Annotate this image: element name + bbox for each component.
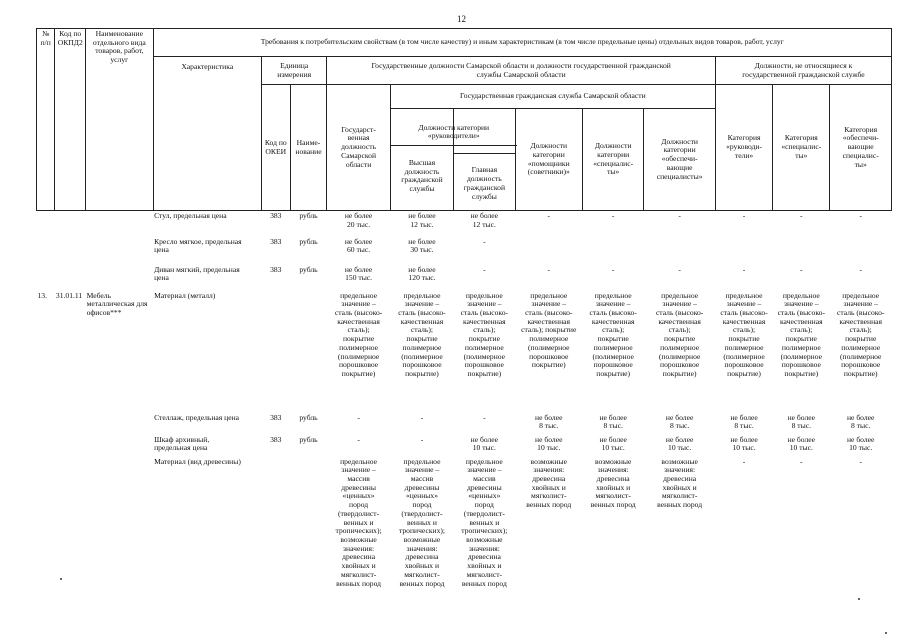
row-value: - — [420, 412, 424, 422]
row-unit: рубль — [299, 236, 318, 246]
row-okei-code: 383 — [270, 211, 282, 221]
row-value: не более 8 тыс. — [535, 412, 563, 431]
row-num — [37, 211, 55, 237]
header-unit: Единица измерения — [261, 57, 326, 85]
row-value: не более 8 тыс. — [599, 412, 627, 431]
header-supporting: Должности категории «обеспечи- вающие специалисты» — [644, 109, 716, 211]
row-value: - — [859, 264, 862, 274]
header-gov-position: Государст- венная должность Самарской области — [327, 85, 390, 211]
row-name — [86, 457, 153, 617]
row-value: предельное значение – сталь (высоко- качественная сталь); покрытие полимерное (полимерное порошковое покрытие) — [521, 290, 577, 370]
row-value: предельное значение – сталь (высоко- качественная сталь); покрытие полимерное (полимерное порошковое покрытие) — [460, 290, 509, 378]
row-value: - — [483, 236, 486, 246]
row-unit: рубль — [299, 412, 318, 422]
row-value: - — [420, 434, 424, 444]
row-characteristic: Стеллаж, предельная цена — [154, 412, 240, 422]
row-value: - — [357, 412, 360, 422]
row-value — [715, 237, 772, 265]
row-okpd — [55, 457, 86, 617]
table-body — [37, 211, 892, 617]
row-value: - — [611, 211, 615, 221]
row-characteristic: Материал (металл) — [154, 290, 216, 300]
table-row — [37, 291, 892, 413]
row-value: - — [483, 412, 486, 422]
header-name: Наименование отдельного вида товаров, работ, услуг — [86, 29, 153, 211]
header-managers: Должности категории «руководители» — [391, 118, 517, 146]
header-cat-specialists: Категория «специалис- ты» — [773, 85, 830, 211]
row-okei-code — [261, 291, 290, 413]
row-value: - — [483, 264, 486, 274]
row-value: не более 10 тыс. — [470, 434, 499, 453]
row-value: возможные значения: древесина хвойных и мягколист- венных пород — [526, 456, 572, 510]
row-okpd — [55, 211, 86, 237]
row-unit: рубль — [299, 211, 318, 221]
row-value: не более 10 тыс. — [846, 434, 875, 453]
row-value: предельное значение – сталь (высоко- качественная сталь); покрытие полимерное (полимерное порошковое покрытие) — [589, 290, 637, 378]
row-value: не более 120 тыс. — [408, 264, 436, 283]
row-value: - — [742, 211, 746, 221]
row-value: - — [357, 434, 360, 444]
row-unit — [290, 291, 327, 413]
row-value: - — [800, 264, 803, 274]
row-value: - — [800, 211, 803, 221]
table-row — [37, 265, 892, 291]
row-value: не более 60 тыс. — [344, 236, 373, 255]
row-value: не более 12 тыс. — [408, 211, 436, 229]
table-row — [37, 211, 892, 237]
header-unit-name: Наиме- нование — [290, 85, 327, 211]
row-value: предельное значение – сталь (высоко- качественная сталь); покрытие полимерное (полимерное порошковое покрытие) — [398, 290, 446, 378]
row-num: 13. — [37, 290, 47, 300]
row-characteristic: Кресло мягкое, предельная цена — [154, 236, 242, 255]
row-value: предельное значение – сталь (высоко- качественная сталь); покрытие полимерное (полимерное порошковое покрытие) — [777, 290, 825, 378]
row-value: предельное значение – сталь (высоко- качественная сталь); покрытие полимерное (полимерное порошковое покрытие) — [334, 290, 383, 378]
row-value: не более 8 тыс. — [730, 412, 758, 431]
scan-speck — [885, 632, 887, 634]
row-value: - — [678, 264, 681, 274]
row-value: - — [547, 211, 551, 221]
row-value: не более 30 тыс. — [408, 236, 436, 255]
row-value: не более 10 тыс. — [730, 434, 758, 453]
row-okpd — [55, 237, 86, 265]
row-value: не более 10 тыс. — [535, 434, 563, 453]
row-okpd: 31.01.11 — [55, 290, 83, 300]
header-okei-code: Код по ОКЕИ — [261, 85, 290, 211]
row-characteristic: Шкаф архивный, предельная цена — [154, 434, 210, 453]
header-highest-label: Высшая должность гражданской службы — [401, 157, 443, 194]
row-num — [37, 457, 55, 617]
header-characteristic: Характеристика — [153, 57, 261, 211]
row-unit — [290, 457, 327, 617]
row-value: предельное значение – массив древесины «ценных» пород (твердолист- венных и тропических); возможные значения: древесина хвойных и мягколист- венных пород — [335, 456, 382, 588]
header-cat-supporting: Категория «обеспечи- вающие специалис- ты» — [830, 85, 892, 211]
row-characteristic: Материал (вид древесины) — [154, 456, 241, 466]
header-main-label: Главная должность гражданской службы — [463, 165, 506, 201]
table-row — [37, 457, 892, 617]
row-okei-code: 383 — [270, 434, 282, 444]
page-number: 12 — [457, 14, 466, 24]
row-value — [515, 237, 582, 265]
row-okpd — [55, 265, 86, 291]
row-value: - — [742, 264, 746, 274]
row-num — [37, 413, 55, 435]
header-non-state: Должности, не относящиеся к государственной гражданской службе — [715, 57, 891, 85]
row-name — [86, 265, 153, 291]
header-state-positions: Государственные должности Самарской области и должности государственной гражданской службы Самарской области — [327, 57, 716, 85]
row-value: не более 10 тыс. — [787, 434, 816, 453]
header-specialists: Должности категории «специалис- ты» — [583, 109, 644, 211]
row-value: предельное значение – сталь (высоко- качественная сталь); покрытие полимерное (полимерное порошковое покрытие) — [720, 290, 768, 378]
row-value: возможные значения: древесина хвойных и мягколист- венных пород — [590, 456, 636, 510]
table-row — [37, 435, 892, 457]
row-name: Мебель металлическая для офисов*** — [86, 290, 148, 317]
row-value: предельное значение – массив древесины «ценных» пород (твердолист- венных и тропических); возможные значения: древесина хвойных и мягколист- венных пород — [461, 456, 508, 588]
row-value: не более 10 тыс. — [665, 434, 694, 453]
header-cat-managers: Категория «руководи- тели» — [715, 85, 772, 211]
requirements-table — [36, 28, 892, 617]
row-num — [37, 265, 55, 291]
scan-speck — [60, 578, 62, 580]
row-okpd — [55, 435, 86, 457]
header-requirements: Требования к потребительским свойствам (в том числе качеству) и иным характеристикам (в том числе предельные цены) отдельных видов товаров, работ, услуг — [153, 29, 891, 57]
row-value: - — [547, 264, 551, 274]
row-value: не более 8 тыс. — [846, 412, 875, 431]
row-value: - — [859, 211, 862, 221]
row-value: не более 10 тыс. — [599, 434, 627, 453]
row-unit: рубль — [299, 434, 318, 444]
row-okei-code: 383 — [270, 264, 282, 274]
row-value: - — [742, 456, 746, 466]
row-value: - — [611, 264, 615, 274]
row-okei-code: 383 — [270, 412, 282, 422]
row-value: не более 150 тыс. — [344, 264, 373, 283]
row-characteristic: Диван мягкий, предельная цена — [154, 264, 240, 283]
row-value: возможные значения: древесина хвойных и мягколист- венных пород — [657, 456, 703, 510]
row-unit: рубль — [299, 264, 318, 274]
header-assistants: Должности категории «помощники (советники)» — [515, 109, 582, 211]
header-num: № п/п — [37, 29, 55, 211]
scan-speck — [858, 598, 860, 600]
row-okei-code: 383 — [270, 236, 282, 246]
row-value: - — [859, 456, 862, 466]
row-value: не более 20 тыс. — [344, 211, 373, 229]
row-okei-code — [261, 457, 290, 617]
row-value — [583, 237, 644, 265]
row-okpd — [55, 413, 86, 435]
row-num — [37, 435, 55, 457]
row-value: не более 8 тыс. — [665, 412, 694, 431]
row-value — [830, 237, 892, 265]
row-name — [86, 237, 153, 265]
row-value: не более 8 тыс. — [787, 412, 816, 431]
row-value: - — [678, 211, 681, 221]
row-name — [86, 435, 153, 457]
table-row — [37, 413, 892, 435]
row-value: предельное значение – сталь (высоко- качественная сталь); покрытие полимерное (полимерное порошковое покрытие) — [837, 290, 885, 378]
row-name — [86, 413, 153, 435]
header-civil-service: Государственная гражданская служба Самарской области — [390, 85, 715, 109]
row-name — [86, 211, 153, 237]
row-characteristic: Стул, предельная цена — [154, 211, 227, 221]
row-value — [773, 237, 830, 265]
row-num — [37, 237, 55, 265]
row-value: предельное значение – сталь (высоко- качественная сталь); покрытие полимерное (полимерное порошковое покрытие) — [655, 290, 704, 378]
table-header — [37, 29, 892, 211]
table-row — [37, 237, 892, 265]
row-value — [644, 237, 716, 265]
row-value: не более 12 тыс. — [470, 211, 499, 229]
row-value: - — [800, 456, 803, 466]
header-okpd: Код по ОКПД2 — [55, 29, 86, 211]
row-value: предельное значение – массив древесины «ценных» пород (твердолист- венных и тропических); возможные значения: древесина хвойных и мягколист- венных пород — [398, 456, 446, 588]
